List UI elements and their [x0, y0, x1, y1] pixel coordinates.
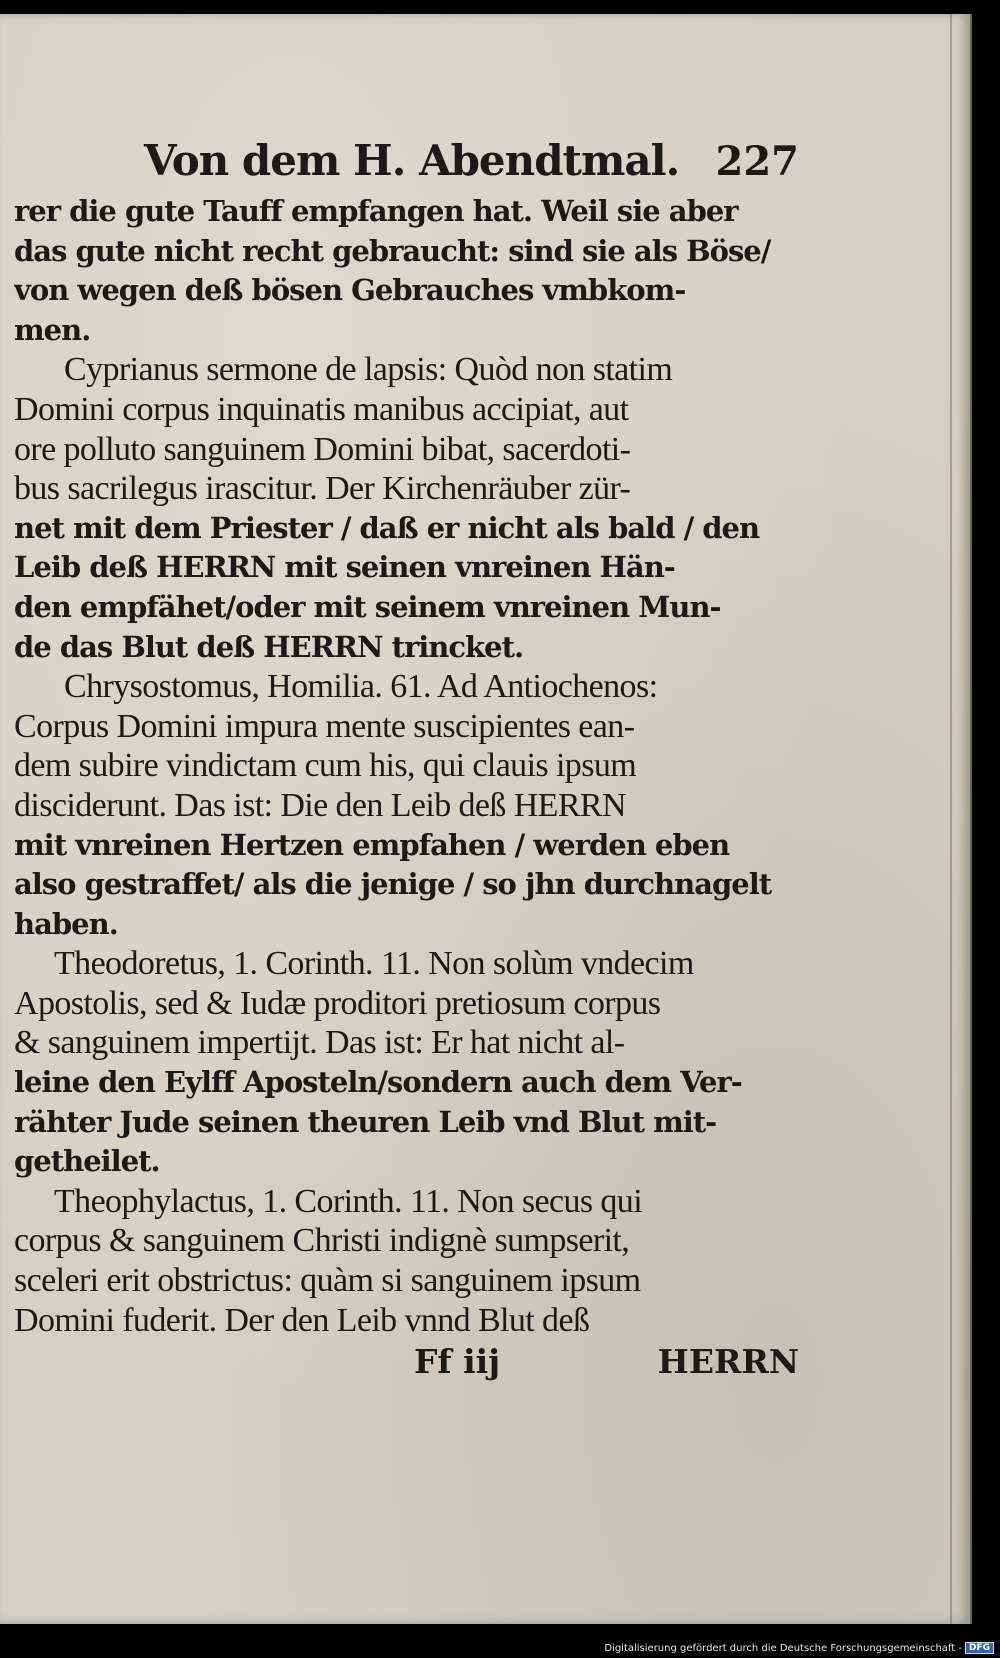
text-line: net mit dem Priester / daß er nicht als bald / den	[14, 510, 760, 545]
page-header	[14, 130, 799, 192]
text-line: leine den Eylff Aposteln/sondern auch dem Ver-	[14, 1065, 742, 1100]
page-text-block	[14, 130, 799, 1386]
text-line: bus sacrilegus irascitur. Der Kirchenräuber zür-	[14, 470, 631, 508]
page-footer	[14, 1342, 799, 1386]
text-line: mit vnreinen Hertzen empfahen / werden eben	[14, 827, 730, 862]
page-edge	[950, 14, 952, 1624]
credit-text: Digitalisierung gefördert durch die Deutsche Forschungsgemeinschaft -	[604, 1642, 962, 1654]
text-line: rähter Jude seinen theuren Leib vnd Blut mit-	[14, 1104, 717, 1139]
text-line: Apostolis, sed & Iudæ proditori pretiosum corpus	[14, 984, 661, 1022]
text-line: das gute nicht recht gebraucht: sind sie als Böse/	[14, 233, 771, 268]
text-line: disciderunt. Das ist: Die den Leib deß HERRN	[14, 786, 626, 824]
text-line: Domini fuderit. Der den Leib vnnd Blut deß	[14, 1301, 590, 1339]
book-page	[0, 14, 972, 1624]
text-line: dem subire vindictam cum his, qui clauis ipsum	[14, 747, 637, 785]
digitization-credit	[604, 1642, 994, 1654]
text-line: Theodoretus, 1. Corinth. 11. Non solùm vndecim	[54, 945, 694, 983]
text-line: sceleri erit obstrictus: quàm si sanguinem ipsum	[14, 1262, 641, 1300]
text-line: ore polluto sanguinem Domini bibat, sacerdoti-	[14, 430, 631, 468]
text-line: also gestraffet/ als die jenige / so jhn durchnagelt	[14, 867, 772, 902]
text-line: Chrysostomus, Homilia. 61. Ad Antiochenos:	[64, 668, 658, 706]
text-line: men.	[14, 312, 91, 347]
text-line: corpus & sanguinem Christi indignè sumpserit,	[14, 1222, 630, 1260]
text-line: Leib deß HERRN mit seinen vnreinen Hän-	[14, 550, 675, 585]
text-line: haben.	[14, 906, 118, 941]
dfg-logo: DFG	[965, 1642, 994, 1654]
text-line: de das Blut deß HERRN trincket.	[14, 629, 524, 664]
running-title: Von dem H. Abendtmal.	[144, 136, 680, 185]
text-line: von wegen deß bösen Gebrauches vmbkom-	[14, 273, 686, 308]
text-line: Corpus Domini impura mente suscipientes ean-	[14, 707, 635, 745]
text-line: getheilet.	[14, 1144, 160, 1179]
text-line: Cyprianus sermone de lapsis: Quòd non statim	[64, 351, 673, 389]
text-line: den empfähet/oder mit seinem vnreinen Mun-	[14, 589, 721, 624]
signature-mark: Ff iij	[414, 1342, 501, 1382]
text-line: rer die gute Tauff empfangen hat. Weil sie aber	[14, 194, 738, 228]
text-line: Domini corpus inquinatis manibus accipiat, aut	[14, 390, 629, 428]
catchword: HERRN	[657, 1342, 799, 1382]
page-number: 227	[715, 138, 799, 185]
text-line: Theophylactus, 1. Corinth. 11. Non secus qui	[54, 1182, 643, 1220]
text-line: & sanguinem impertijt. Das ist: Er hat nicht al-	[14, 1024, 625, 1062]
